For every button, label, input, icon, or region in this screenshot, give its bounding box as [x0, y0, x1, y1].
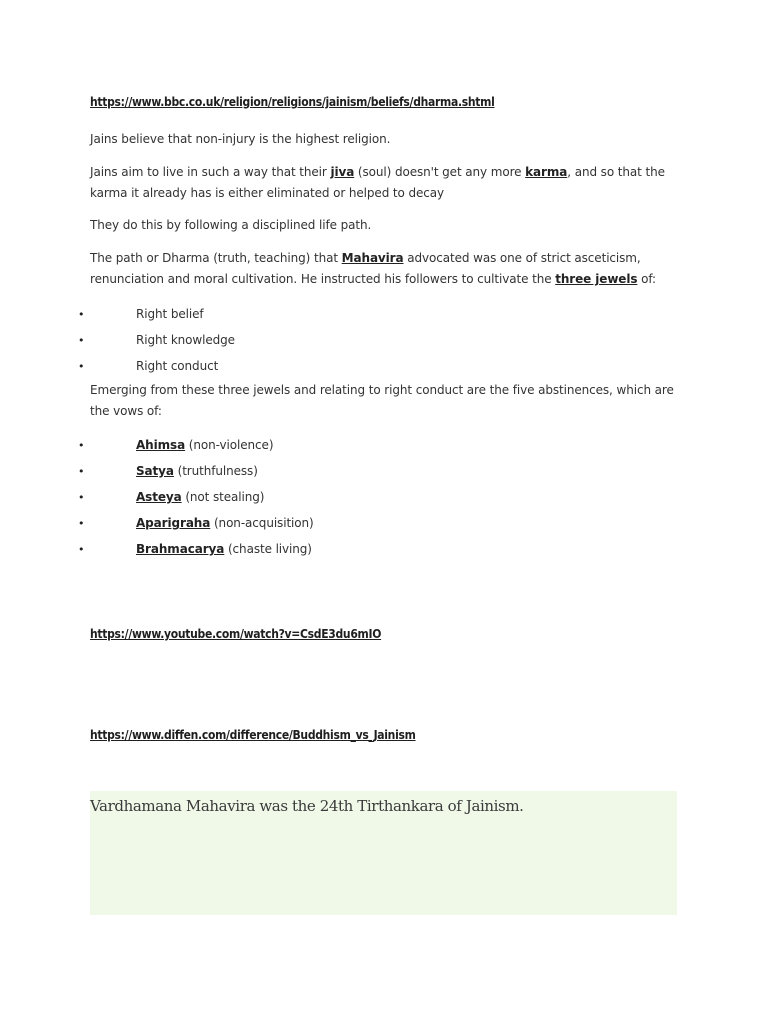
paragraph-text: of: [637, 272, 657, 286]
term-jiva: jiva [330, 165, 355, 179]
vow-meaning: (not stealing) [181, 490, 265, 504]
highlight-text: Vardhamana Mahavira was the 24th Tirthankara of Jainism. [90, 797, 524, 815]
paragraph-text: Jains aim to live in such a way that their [90, 165, 331, 179]
vow-term: Brahmacarya [136, 542, 225, 556]
term-three-jewels: three jewels [555, 272, 638, 286]
paragraph-dharma [90, 248, 680, 290]
bullet-icon: • [78, 308, 85, 321]
bullet-icon: • [78, 439, 85, 452]
vow-meaning: (non-violence) [185, 438, 274, 452]
vow-term: Ahimsa [136, 438, 186, 452]
paragraph-life-path: They do this by following a disciplined life path. [90, 218, 372, 232]
vow-term: Satya [136, 464, 174, 478]
term-karma: karma [525, 165, 568, 179]
highlight-box [90, 791, 677, 915]
youtube-link[interactable]: https://www.youtube.com/watch?v=CsdE3du6mIO [90, 627, 382, 641]
bbc-link[interactable]: https://www.bbc.co.uk/religion/religions/jainism/beliefs/dharma.shtml [90, 95, 495, 109]
paragraph-text: The path or Dharma (truth, teaching) that [90, 251, 342, 265]
vow-meaning: (non-acquisition) [210, 516, 314, 530]
list-item [136, 464, 258, 478]
bullet-icon: • [78, 543, 85, 556]
bullet-icon: • [78, 465, 85, 478]
list-item: Right conduct [136, 359, 219, 373]
bullet-icon: • [78, 360, 85, 373]
paragraph-non-injury: Jains believe that non-injury is the highest religion. [90, 132, 391, 146]
list-item [136, 490, 264, 504]
vow-meaning: (chaste living) [224, 542, 312, 556]
list-item: Right knowledge [136, 333, 235, 347]
list-item [136, 542, 312, 556]
term-mahavira: Mahavira [341, 251, 404, 265]
bullet-icon: • [78, 491, 85, 504]
vow-term: Aparigraha [136, 516, 211, 530]
paragraph-jiva-karma [90, 162, 675, 204]
list-item [136, 438, 273, 452]
list-item [136, 516, 314, 530]
paragraph-text: , and so that the karma it already has is either eliminated or helped to decay [90, 165, 665, 200]
paragraph-text: advocated was one of strict asceticism, renunciation and moral cultivation. He instructed his followers to cultivate the [90, 251, 641, 286]
vow-term: Asteya [136, 490, 182, 504]
paragraph-abstinences: Emerging from these three jewels and relating to right conduct are the five abstinences, which are the vows of: [90, 383, 674, 418]
list-item: Right belief [136, 307, 204, 321]
bullet-icon: • [78, 517, 85, 530]
bullet-icon: • [78, 334, 85, 347]
vow-meaning: (truthfulness) [173, 464, 258, 478]
paragraph-text: (soul) doesn't get any more [354, 165, 526, 179]
diffen-link[interactable]: https://www.diffen.com/difference/Buddhism_vs_Jainism [90, 728, 416, 742]
